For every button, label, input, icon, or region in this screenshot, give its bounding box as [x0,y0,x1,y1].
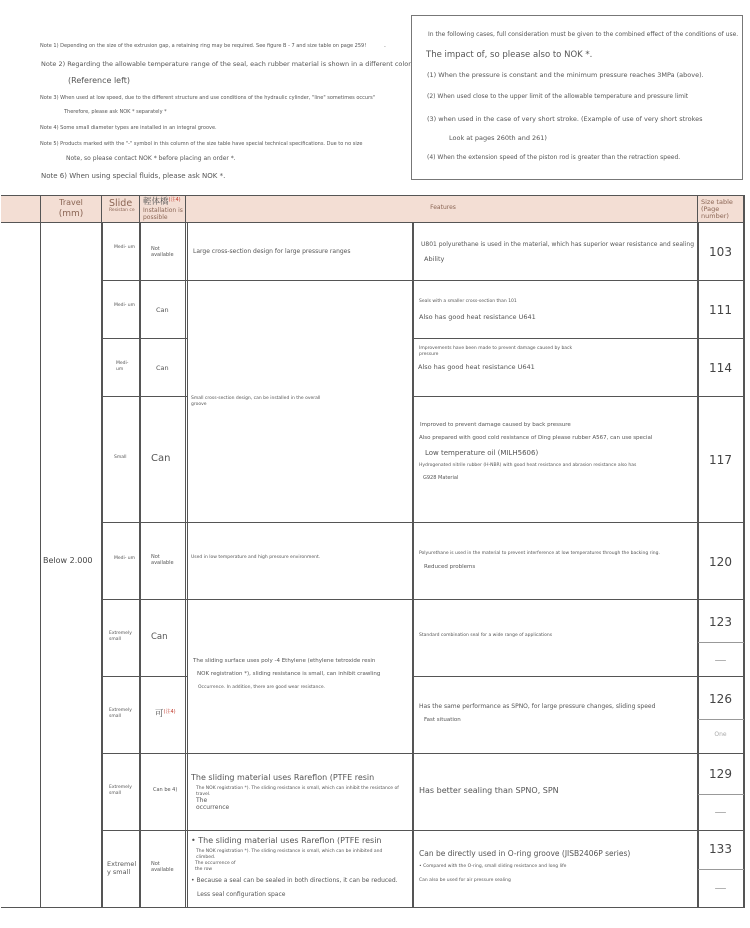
row-2-slide: Medi- um [114,303,136,308]
row-1-install: Not available [151,246,174,259]
header-slide-sub: Resistan ce [109,208,135,213]
row-4-feature-3: Low temperature oil (MILH5606) [425,449,539,457]
row-3-feature-2: Also has good heat resistance U641 [418,363,535,371]
row-2-feature-2: Also has good heat resistance U641 [419,313,536,321]
row-6-slide: Extremely small [109,631,132,642]
design-4b: NOK registration *), sliding resistance is small, can inhibit crawling [197,671,381,677]
row-9-page: 133 [709,842,732,856]
note-5: Note 5) Products marked with the "-" symbol in this column of the size table have special technical specifications. Due to no size [40,141,363,147]
row-8-page: 129 [709,767,732,781]
design-3: Used in low temperature and high pressure environment. [191,555,321,560]
row-7-page: 126 [709,692,732,706]
row-7-slide: Extremely small [109,708,132,719]
row-4-install: Can [151,453,171,464]
row-3-install: Can [156,364,169,372]
row-5-page: 120 [709,555,732,569]
notice-line-6: Look at pages 260th and 261) [449,134,547,142]
row-9-feature-2: • Compared with the O-ring, small sliding resistance and long life [419,864,567,869]
row-8-install: Can be 4) [153,787,178,793]
notice-line-4: (2) When used close to the upper limit of the allowable temperature and pressure limit [427,93,689,100]
row-4-feature-5: G928 Material [423,475,459,481]
row-2-page: 111 [709,303,732,317]
row-1-feature-2: Ability [424,255,445,263]
note-2-ref: (Reference left) [68,76,131,85]
row-9-slide: Extremel y small [107,860,137,877]
row-4-slide: Small [114,455,127,460]
row-2-install: Can [156,306,169,314]
design-4c: Occurrence. In addition, there are good wear resistance. [198,685,326,690]
row-1-feature: U801 polyurethane is used in the material, which has superior wear resistance and sealing [421,241,694,248]
header-travel: Travel [59,198,83,207]
note-3-b: Therefore, please ask NOK * separately * [64,109,167,115]
row-9-install: Not available [151,861,174,874]
design-2: Small cross-section design, can be installed in the overall groove [191,396,321,407]
note-3: Note 3) When used at low speed, due to the different structure and use conditions of the hydraulic cylinder, "line" sometimes occurs" [40,95,376,101]
design-1: Large cross-section design for large pressure ranges [193,248,351,255]
row-4-feature: Improved to prevent damage caused by back pressure [420,422,571,428]
notice-line-7: (4) When the extension speed of the piston rod is greater than the retraction speed. [427,154,681,161]
row-6-feature: Standard combination seal for a wide range of applications [419,633,553,638]
design-6e: • Because a seal can be sealed in both directions, it can be reduced. [191,877,398,884]
note-6: Note 6) When using special fluids, please ask NOK *. [41,172,226,180]
row-9-page-2: — [714,881,727,895]
notice-line-5: (3) when used in the case of very short stroke. (Example of use of very short strokes [427,115,703,123]
row-9-feature: Can be directly used in O-ring groove (JISB2406P series) [419,849,631,858]
row-3-feature: Improvements have been made to prevent damage caused by back pressure [419,346,573,357]
header-travel-unit: (mm) [58,209,84,219]
row-7-install: 可$^{(注4)}$ [155,709,176,719]
row-4-feature-2: Also prepared with good cold resistance of Ding please rubber A567, can use special [419,435,653,441]
design-6a: • The sliding material uses Rareflon (PTFE resin [191,836,382,845]
header-integral: 輕体橋$^{(注4)}$ [143,197,181,207]
note-2: Note 2) Regarding the allowable temperature range of the seal, each rubber material is shown in a different color. [41,60,413,68]
design-6c: The occurrence of [195,861,236,866]
design-4a: The sliding surface uses poly -4 Ethylene (ethylene tetroxide resin [193,658,376,664]
row-6-page-2: — [714,653,727,667]
row-2-feature: Seals with a smaller cross-section than 101 [419,299,517,304]
row-6-page: 123 [709,615,732,629]
row-4-page: 117 [709,453,732,467]
row-9-feature-3: Can also be used for air pressure sealing [419,878,511,883]
row-7-feature: Has the same performance as SPNO, for large pressure changes, sliding speed [419,703,656,710]
row-3-slide: Medi- um [116,361,129,372]
notice-line-2: The impact of, so please also to NOK *. [426,50,593,60]
design-5c: The [196,797,208,804]
travel-value: Below 2.000 [43,556,93,565]
header-slide: Slide [109,198,133,209]
row-6-install: Can [151,632,168,642]
row-7-feature-2: Fast situation [424,717,461,723]
row-7-page-2: One [714,731,727,738]
header-size-table: Size table (Page number) [701,198,733,220]
note-5-b: Note, so please contact NOK * before placing an order *. [66,155,236,162]
notice-line-1: In the following cases, full consideration must be given to the combined effect of the conditions of use. [428,31,739,38]
design-6d: the row [195,867,213,872]
row-5-feature: Polyurethane is used in the material to prevent interference at low temperatures through the backing ring. [419,551,660,556]
design-5b: The NOK registration *). The sliding resistance is small, which can inhibit the resistance of travel. [196,786,399,797]
row-8-slide: Extremely small [109,785,132,796]
row-5-install: Not available [151,554,174,567]
row-4-feature-4: Hydrogenated nitrile rubber (H-NBR) with good heat resistance and abrasion resistance also has [419,463,637,468]
row-1-slide: Medi- um [114,245,136,250]
header-features: Features [430,204,456,211]
note-1: Note 1) Depending on the size of the extrusion gap, a retaining ring may be required. See figure B - 7 and size table on page 259! [40,43,367,49]
row-8-page-2: — [714,805,727,819]
design-5d: occurrence [196,804,230,811]
row-1-page: 103 [709,245,732,259]
row-5-slide: Medi- um [114,556,136,561]
dot-mark: · [384,44,386,51]
row-5-feature-2: Reduced problems [424,564,476,570]
row-8-feature: Has better sealing than SPNO, SPN [419,786,559,795]
design-6f: Less seal configuration space [197,891,286,898]
notice-line-3: (1) When the pressure is constant and the minimum pressure reaches 3MPa (above). [427,71,704,79]
design-6b: The NOK registration *). The sliding resistance is small, which can be inhibited and climbed. [196,849,383,860]
row-3-page: 114 [709,361,732,375]
header-integral-sub: Installation is possible [143,207,183,221]
note-4: Note 4) Some small diameter types are installed in an integral groove. [40,125,217,131]
design-5a: The sliding material uses Rareflon (PTFE resin [191,773,375,782]
